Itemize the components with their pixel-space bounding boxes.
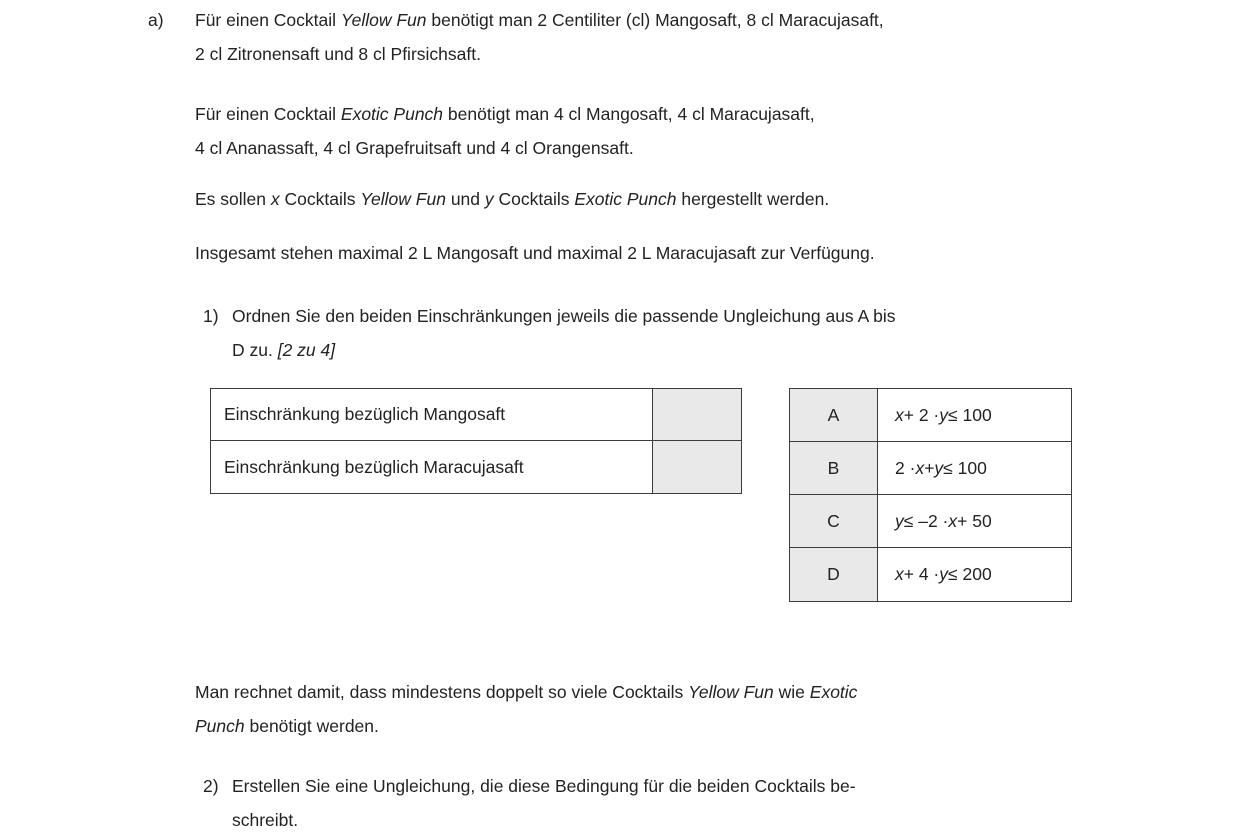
task-2 xyxy=(203,769,1115,833)
paragraph-production-plan xyxy=(195,182,1115,216)
text-segment: benötigt werden. xyxy=(244,716,379,736)
paragraph-exotic-punch xyxy=(195,97,1115,165)
tables-area xyxy=(210,388,1115,602)
table-row xyxy=(790,548,1071,601)
text-segment: Es sollen xyxy=(195,189,271,209)
italic-text-segment: Exotic Punch xyxy=(340,104,444,124)
italic-text-segment: [2 zu 4] xyxy=(277,340,336,360)
option-key-b: B xyxy=(790,442,878,494)
text-segment: ≤ 100 xyxy=(943,457,987,478)
text-segment: benötigt man 4 cl Mangosaft, 4 cl Maracujasaft, xyxy=(443,104,815,124)
text-segment: Insgesamt stehen maximal 2 L Mangosaft und maximal 2 L Maracujasaft zur Verfügung. xyxy=(195,243,875,263)
answer-cell-mangosaft[interactable] xyxy=(652,389,741,440)
text-segment: Erstellen Sie eine Ungleichung, die diese Bedingung für die beiden Cocktails be- xyxy=(232,776,856,796)
task-1 xyxy=(203,299,1115,367)
italic-text-segment: y xyxy=(484,189,494,209)
italic-text-segment: Exotic xyxy=(809,682,858,702)
text-segment: ≤ 100 xyxy=(948,404,992,425)
text-segment: D zu. xyxy=(232,340,278,360)
option-key-a: A xyxy=(790,389,878,441)
italic-text-segment: Exotic Punch xyxy=(574,189,677,209)
italic-text-segment: Yellow Fun xyxy=(688,682,774,702)
option-key-c: C xyxy=(790,495,878,547)
text-segment: Man rechnet damit, dass mindestens doppelt so viele Cocktails xyxy=(195,682,689,702)
table-row xyxy=(790,389,1071,442)
option-key-d: D xyxy=(790,548,878,601)
italic-text-segment: y xyxy=(939,564,949,584)
italic-text-segment: Yellow Fun xyxy=(360,189,446,209)
text-segment: Ordnen Sie den beiden Einschränkungen jeweils die passende Ungleichung aus A bis xyxy=(232,306,896,326)
text-segment: + 50 xyxy=(957,510,992,531)
section-label-a: a) xyxy=(148,10,164,30)
text-segment: 2 · xyxy=(895,457,916,478)
text-segment: + xyxy=(924,457,935,478)
table-row xyxy=(790,495,1071,548)
constraint-match-table xyxy=(210,388,742,494)
text-segment: ≤ –2 · xyxy=(903,510,949,531)
paragraph-yellow-fun xyxy=(195,3,1115,71)
task-1-text xyxy=(232,299,1115,367)
italic-text-segment: y xyxy=(934,457,944,478)
answer-cell-maracujasaft[interactable] xyxy=(652,441,741,493)
text-segment: Cocktails xyxy=(279,189,361,209)
italic-text-segment: y xyxy=(895,510,904,531)
italic-text-segment: y xyxy=(939,404,949,425)
italic-text-segment: x xyxy=(895,404,904,425)
italic-text-segment: x xyxy=(895,564,904,584)
italic-text-segment: Punch xyxy=(195,716,245,736)
option-equation-c xyxy=(878,495,1071,547)
option-equation-b xyxy=(878,442,1071,494)
text-segment: Für einen Cocktail xyxy=(195,10,341,30)
task-1-number: 1) xyxy=(203,306,219,326)
text-segment: schreibt. xyxy=(232,810,299,830)
table-row xyxy=(211,441,741,493)
text-segment: Für einen Cocktail xyxy=(195,104,341,124)
paragraph-juice-supply xyxy=(195,236,1115,270)
section-a xyxy=(0,3,1240,833)
constraint-cell-mangosaft: Einschränkung bezüglich Mangosaft xyxy=(211,389,652,440)
text-segment: 4 cl Ananassaft, 4 cl Grapefruitsaft und 4 cl Orangensaft. xyxy=(195,138,634,158)
task-2-number: 2) xyxy=(203,776,219,796)
table-row xyxy=(790,442,1071,495)
italic-text-segment: x xyxy=(948,510,958,531)
text-segment: hergestellt werden. xyxy=(676,189,830,209)
constraint-cell-maracujasaft: Einschränkung bezüglich Maracujasaft xyxy=(211,441,652,493)
option-equation-a xyxy=(878,389,1071,441)
text-segment: + 4 · xyxy=(903,564,940,584)
text-segment: wie xyxy=(773,682,810,702)
italic-text-segment: x xyxy=(270,189,280,209)
text-segment: und xyxy=(445,189,485,209)
table-row xyxy=(211,389,741,441)
text-segment: Cocktails xyxy=(493,189,575,209)
inequality-options-table xyxy=(789,388,1072,602)
text-segment: benötigt man 2 Centiliter (cl) Mangosaft, 8 cl Maracujasaft, xyxy=(426,10,884,30)
italic-text-segment: Yellow Fun xyxy=(340,10,427,30)
section-a-body xyxy=(195,3,1115,833)
task-2-text xyxy=(232,769,1115,833)
italic-text-segment: x xyxy=(915,457,925,478)
option-equation-d xyxy=(878,548,1071,601)
paragraph-assumption xyxy=(195,675,1115,743)
text-segment: ≤ 200 xyxy=(948,564,992,584)
text-segment: 2 cl Zitronensaft und 8 cl Pfirsichsaft. xyxy=(195,44,481,64)
text-segment: + 2 · xyxy=(903,404,940,425)
